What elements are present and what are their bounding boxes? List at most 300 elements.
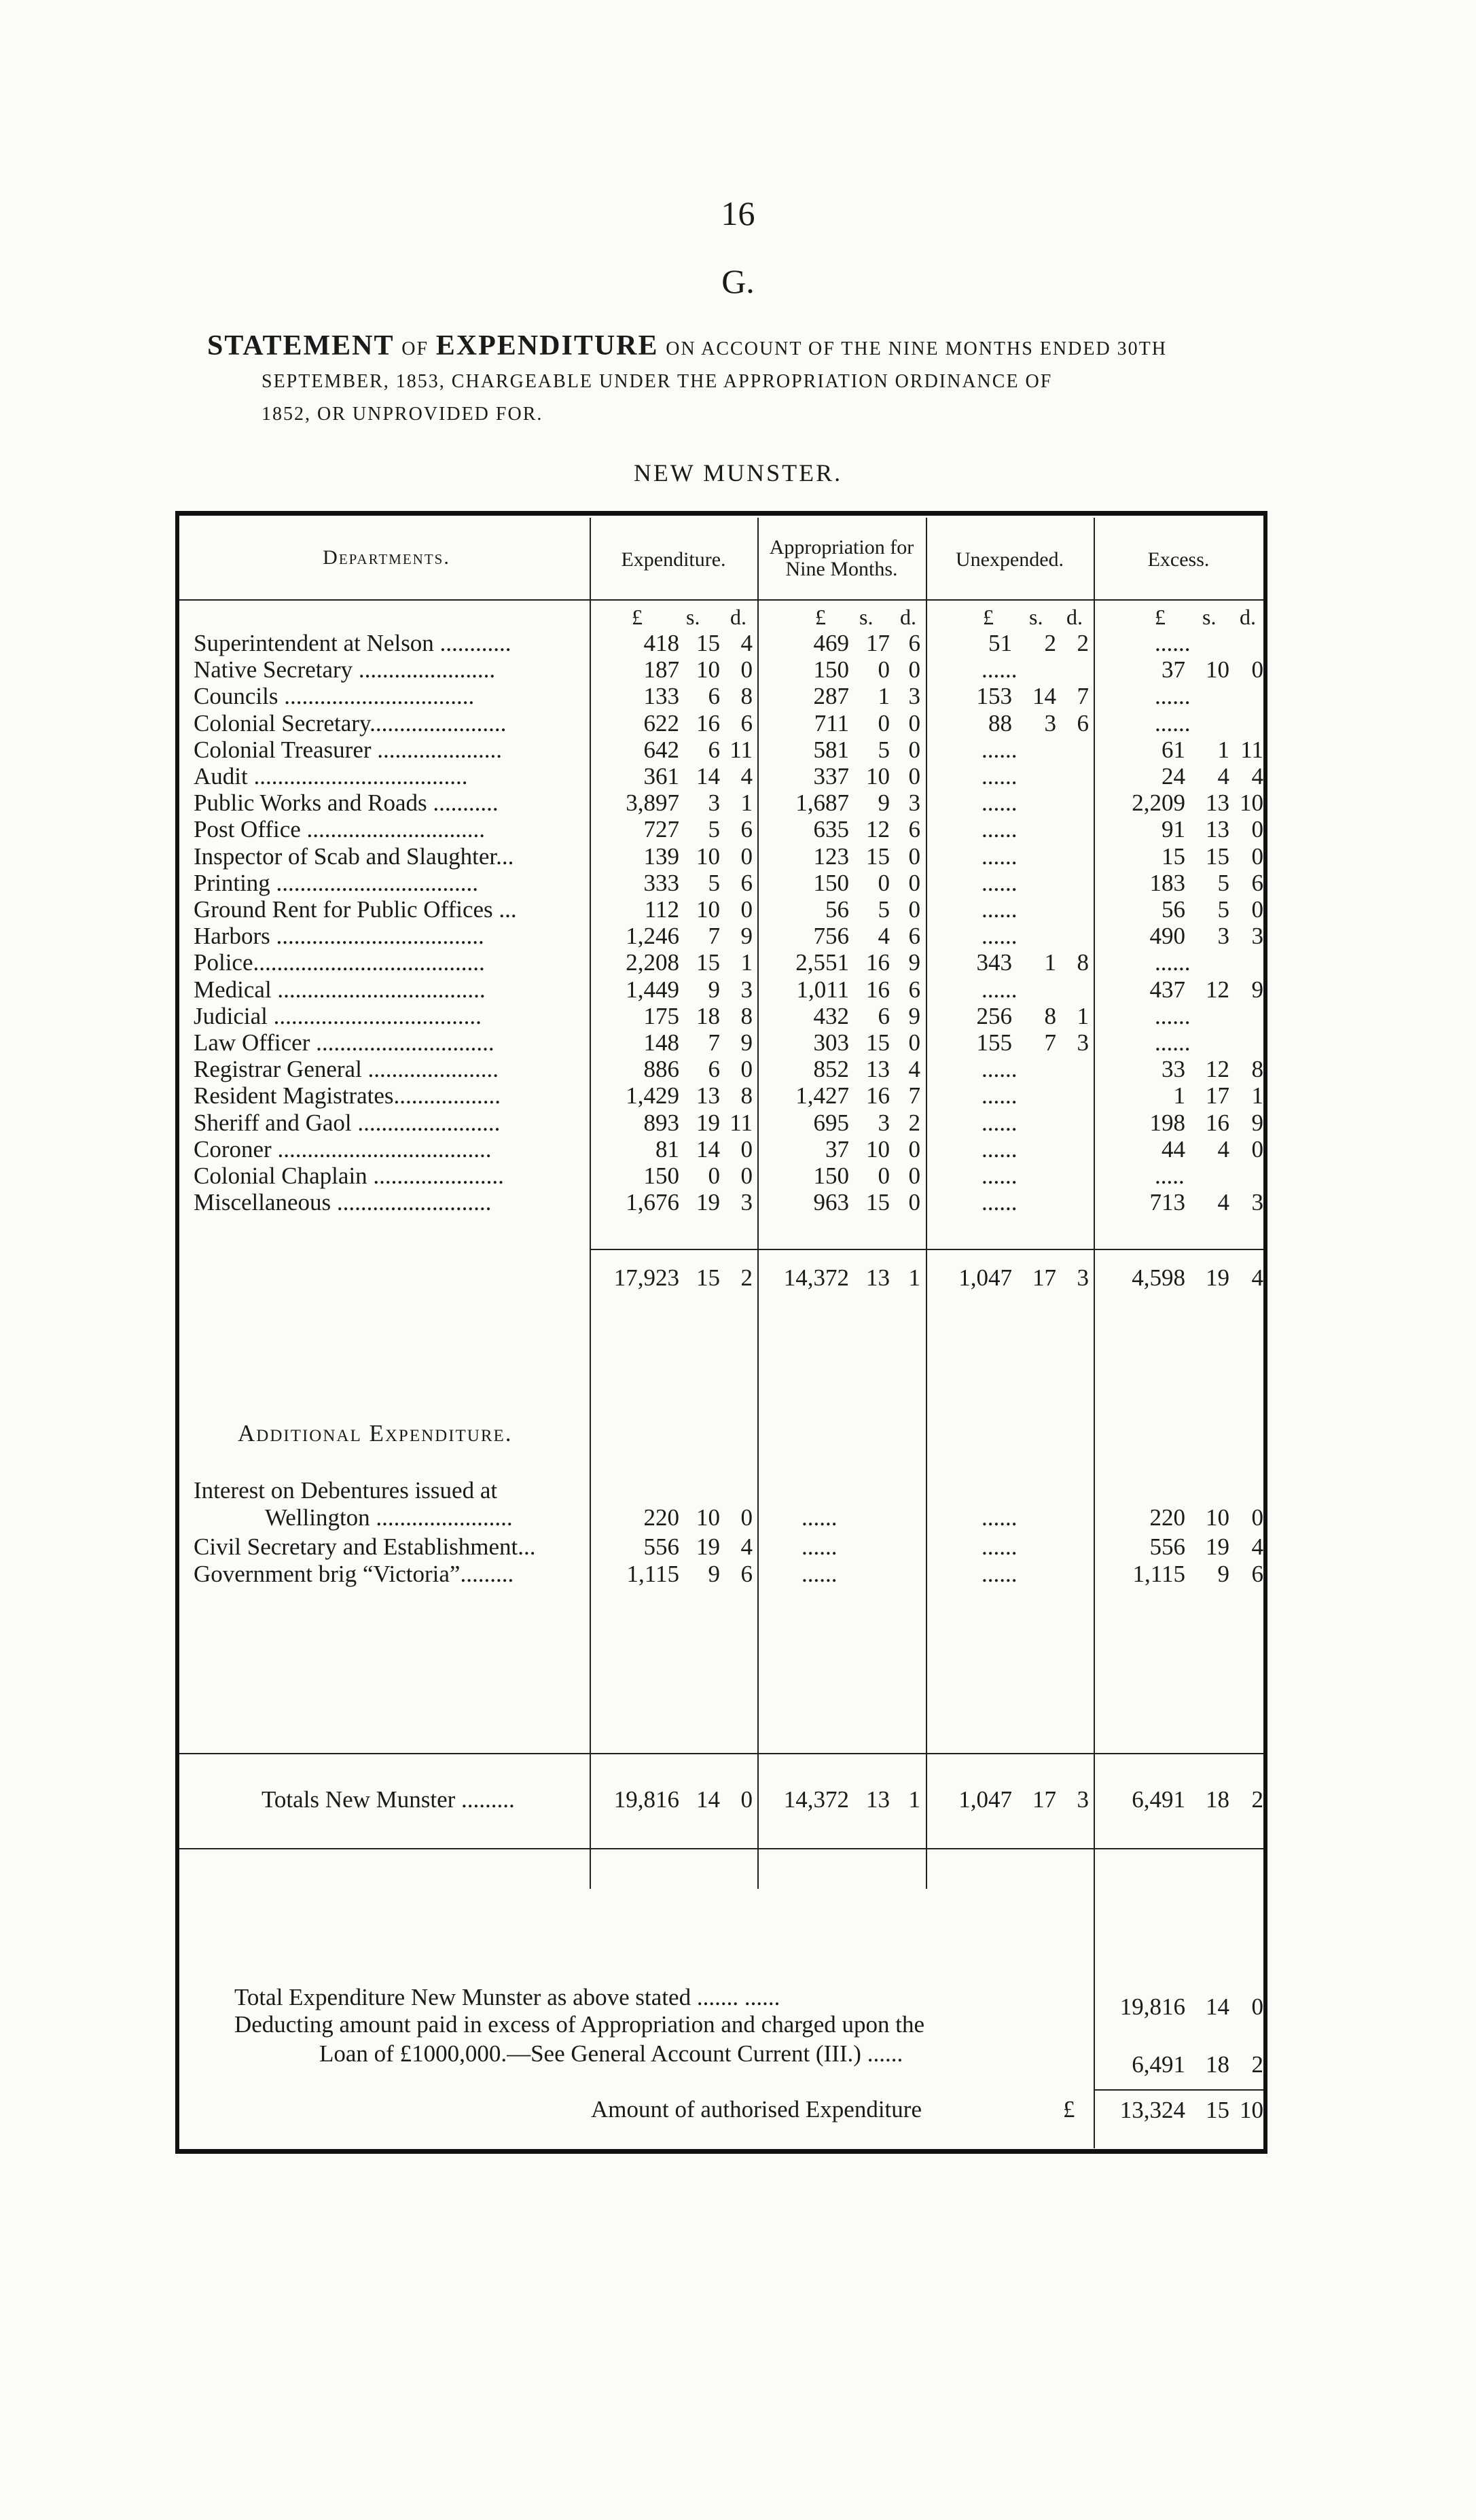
totals-row — [0, 1787, 1476, 1813]
totals-rule-bottom — [179, 1848, 1263, 1849]
exc-pounds: 6,491 — [1132, 1786, 1185, 1813]
unit-s: s. — [1202, 605, 1217, 629]
department-name: Coroner .................................... — [194, 1136, 492, 1163]
table-row — [0, 1478, 1476, 1504]
exp-shillings: 7 — [708, 1029, 720, 1056]
exc-shillings: 1 — [1217, 736, 1229, 763]
exp-pounds: 333 — [643, 869, 679, 896]
exp-shillings: 10 — [696, 656, 720, 684]
exc-pounds: 33 — [1162, 1056, 1185, 1083]
app-shillings: 10 — [866, 763, 890, 789]
exp-shillings: 13 — [696, 1082, 720, 1110]
table-row — [0, 790, 1476, 816]
unit-d: d. — [730, 605, 746, 629]
exp-shillings: 6 — [708, 1056, 720, 1083]
exp-pence: 0 — [740, 1163, 753, 1189]
app-pounds: 1,011 — [796, 976, 849, 1003]
exp-pence: 6 — [740, 869, 753, 896]
summary-line4: Amount of authorised Expenditure — [591, 2096, 922, 2123]
une-pounds: 155 — [976, 1029, 1012, 1056]
app-shillings: 4 — [878, 923, 890, 950]
exc-pounds: 15 — [1162, 842, 1185, 870]
une-blank: ...... — [982, 789, 1018, 817]
exc-blank: ...... — [1155, 709, 1191, 737]
exc-blank: ...... — [1155, 1029, 1191, 1056]
department-name: Wellington ....................... — [265, 1505, 513, 1531]
table-row — [0, 1505, 1476, 1531]
exc-shillings: 12 — [1206, 1056, 1229, 1083]
une-blank: ...... — [982, 763, 1018, 789]
department-name: Audit .................................... — [194, 764, 468, 789]
une-pence: 3 — [1077, 1786, 1089, 1813]
exp-pence: 6 — [740, 1561, 753, 1587]
department-name: Police....................................... — [194, 950, 485, 976]
exp-pounds: 112 — [644, 896, 679, 923]
table-row — [0, 950, 1476, 976]
exc-blank: ...... — [1155, 630, 1191, 656]
table-row — [0, 1004, 1476, 1029]
une-pence: 3 — [1077, 1264, 1089, 1291]
exc-pence: 0 — [1251, 1993, 1263, 2020]
exc-pence: 8 — [1251, 1056, 1263, 1083]
exp-shillings: 3 — [708, 789, 720, 817]
app-pounds: 37 — [825, 1135, 849, 1163]
exc-pence: 4 — [1251, 1533, 1263, 1560]
table-row — [0, 737, 1476, 763]
exp-shillings: 14 — [696, 1135, 720, 1163]
heading-line1: ON ACCOUNT OF THE NINE MONTHS ENDED 30TH — [666, 338, 1168, 359]
department-name: Government brig “Victoria”......... — [194, 1561, 514, 1587]
table-row — [0, 870, 1476, 896]
app-pounds: 756 — [813, 923, 849, 950]
app-shillings: 9 — [878, 789, 890, 817]
exc-shillings: 5 — [1217, 896, 1229, 923]
exp-pence: 4 — [740, 630, 753, 656]
additional-title: Additional Expenditure. — [238, 1420, 513, 1447]
summary-rule — [1094, 2089, 1263, 2091]
app-shillings: 17 — [866, 630, 890, 656]
summary-value-row — [0, 2097, 1476, 2123]
exc-shillings: 13 — [1206, 789, 1229, 817]
app-shillings: 12 — [866, 816, 890, 843]
une-shillings: 3 — [1044, 709, 1056, 737]
app-pounds: 711 — [814, 709, 849, 737]
page-number: 16 — [721, 194, 755, 232]
exp-pence: 8 — [740, 1082, 753, 1110]
une-shillings: 2 — [1044, 630, 1056, 656]
exc-shillings: 4 — [1217, 763, 1229, 789]
une-blank: ...... — [982, 1135, 1018, 1163]
exp-pence: 1 — [740, 789, 753, 817]
exp-pounds: 556 — [643, 1533, 679, 1560]
exp-shillings: 18 — [696, 1002, 720, 1029]
unit-l: £ — [815, 605, 826, 629]
exp-shillings: 10 — [696, 896, 720, 923]
exp-pounds: 1,429 — [626, 1082, 679, 1110]
exc-pence: 4 — [1251, 763, 1263, 789]
app-pounds: 150 — [813, 869, 849, 896]
department-name: Law Officer .............................. — [194, 1030, 494, 1056]
exc-blank: ..... — [1155, 1163, 1185, 1189]
une-pounds: 343 — [976, 949, 1012, 976]
header-rule — [179, 599, 1263, 601]
une-pounds: 1,047 — [958, 1264, 1012, 1291]
app-shillings: 16 — [866, 1082, 890, 1110]
department-name: Judicial ................................... — [194, 1003, 482, 1029]
app-pence: 0 — [908, 763, 920, 789]
exc-shillings: 10 — [1206, 1504, 1229, 1531]
table-row — [0, 897, 1476, 923]
une-shillings: 14 — [1032, 683, 1056, 710]
unit-s: s. — [686, 605, 700, 629]
exc-pounds: 437 — [1149, 976, 1185, 1003]
exp-pence: 3 — [740, 1189, 753, 1216]
exc-shillings: 19 — [1206, 1533, 1229, 1560]
app-pounds: 14,372 — [783, 1264, 849, 1291]
heading-line3: 1852, OR UNPROVIDED FOR. — [262, 404, 543, 425]
une-shillings: 7 — [1044, 1029, 1056, 1056]
exp-pence: 4 — [740, 763, 753, 789]
app-pence: 4 — [908, 1056, 920, 1083]
exc-shillings: 9 — [1217, 1561, 1229, 1587]
app-pence: 0 — [908, 1163, 920, 1189]
table-row — [0, 1057, 1476, 1082]
app-pence: 1 — [908, 1264, 920, 1291]
exp-shillings: 19 — [696, 1533, 720, 1560]
app-pence: 6 — [908, 630, 920, 656]
app-pounds: 2,551 — [795, 949, 849, 976]
table-row — [0, 923, 1476, 949]
exp-shillings: 15 — [696, 949, 720, 976]
app-pence: 0 — [908, 896, 920, 923]
exc-pence: 3 — [1251, 923, 1263, 950]
department-name: Medical ................................... — [194, 976, 486, 1003]
col-header-unexpended: Unexpended. — [955, 548, 1064, 571]
app-shillings: 6 — [878, 1002, 890, 1029]
unit-l: £ — [1155, 605, 1166, 629]
exc-pence: 6 — [1251, 869, 1263, 896]
exp-pence: 8 — [740, 1002, 753, 1029]
exp-shillings: 6 — [708, 736, 720, 763]
une-pounds: 256 — [976, 1002, 1012, 1029]
exp-shillings: 16 — [696, 709, 720, 737]
col-header-appropriation-1: Appropriation for — [769, 536, 914, 558]
une-shillings: 8 — [1044, 1002, 1056, 1029]
une-pence: 1 — [1077, 1002, 1089, 1029]
unit-l: £ — [632, 605, 643, 629]
exp-pence: 0 — [740, 656, 753, 684]
col-header-appropriation-2: Nine Months. — [785, 558, 898, 580]
une-pence: 2 — [1077, 630, 1089, 656]
exc-pence: 0 — [1251, 1504, 1263, 1531]
exc-pounds: 1 — [1173, 1082, 1185, 1110]
exc-pence: 0 — [1251, 896, 1263, 923]
app-shillings: 15 — [866, 842, 890, 870]
une-blank: ...... — [982, 1163, 1018, 1189]
app-pounds: 469 — [813, 630, 849, 656]
table-row — [0, 631, 1476, 656]
exp-shillings: 0 — [708, 1163, 720, 1189]
exp-shillings: 10 — [696, 1504, 720, 1531]
exp-pounds: 133 — [643, 683, 679, 710]
exp-pence: 0 — [740, 896, 753, 923]
table-row — [0, 684, 1476, 709]
exc-shillings: 18 — [1206, 2051, 1229, 2078]
app-blank: ...... — [802, 1504, 838, 1531]
exc-pounds: 13,324 — [1119, 2097, 1185, 2123]
une-pence: 6 — [1077, 709, 1089, 737]
app-shillings: 13 — [866, 1056, 890, 1083]
exc-shillings: 16 — [1206, 1109, 1229, 1136]
table-row — [0, 1083, 1476, 1109]
currency-units — [0, 605, 1476, 632]
subtotal-rule — [590, 1249, 1263, 1250]
table-row — [0, 1561, 1476, 1587]
summary-line3: Loan of £1000,000.—See General Account Current (III.) ...... — [319, 2040, 903, 2067]
app-pence: 9 — [908, 1002, 920, 1029]
une-shillings: 1 — [1044, 949, 1056, 976]
exp-pence: 6 — [740, 816, 753, 843]
department-name: Public Works and Roads ........... — [194, 790, 499, 817]
exp-pence: 1 — [740, 949, 753, 976]
app-pence: 0 — [908, 842, 920, 870]
department-name: Harbors ................................... — [194, 923, 484, 950]
exp-pounds: 139 — [643, 842, 679, 870]
department-name: Superintendent at Nelson ............ — [194, 631, 511, 656]
exc-pounds: 19,816 — [1119, 1993, 1185, 2020]
une-blank: ...... — [982, 976, 1018, 1003]
department-name: Inspector of Scab and Slaughter... — [194, 843, 514, 870]
une-pounds: 153 — [976, 683, 1012, 710]
une-blank: ...... — [982, 1109, 1018, 1136]
exp-shillings: 14 — [696, 1786, 720, 1813]
une-blank: ...... — [982, 656, 1018, 684]
exp-pence: 0 — [740, 1135, 753, 1163]
table-row — [0, 657, 1476, 683]
exp-pounds: 19,816 — [613, 1786, 679, 1813]
table-row — [0, 977, 1476, 1003]
exp-pence: 0 — [740, 842, 753, 870]
app-pence: 0 — [908, 869, 920, 896]
summary-line1: Total Expenditure New Munster as above stated ....... ...... — [234, 1984, 780, 2010]
exp-pounds: 642 — [643, 736, 679, 763]
exc-shillings: 14 — [1206, 1993, 1229, 2020]
app-shillings: 5 — [878, 896, 890, 923]
totals-rule-top — [179, 1753, 1263, 1754]
exp-pounds: 886 — [643, 1056, 679, 1083]
app-pence: 0 — [908, 736, 920, 763]
exc-pence: 10 — [1240, 2097, 1263, 2123]
exc-shillings: 12 — [1206, 976, 1229, 1003]
app-pence: 0 — [908, 1029, 920, 1056]
app-shillings: 3 — [878, 1109, 890, 1136]
exc-pence: 0 — [1251, 816, 1263, 843]
exc-pounds: 198 — [1149, 1109, 1185, 1136]
exc-pounds: 91 — [1162, 816, 1185, 843]
heading-line2: SEPTEMBER, 1853, CHARGEABLE UNDER THE APPROPRIATION ORDINANCE OF — [262, 371, 1053, 392]
une-pounds: 51 — [988, 630, 1012, 656]
summary-line2: Deducting amount paid in excess of Appropriation and charged upon the — [234, 2011, 925, 2038]
exc-pence: 6 — [1251, 1561, 1263, 1587]
heading-expenditure: EXPENDITURE — [435, 330, 659, 361]
exp-pence: 9 — [740, 923, 753, 950]
app-shillings: 10 — [866, 1135, 890, 1163]
app-pence: 6 — [908, 816, 920, 843]
exp-shillings: 19 — [696, 1109, 720, 1136]
exp-pounds: 2,208 — [626, 949, 679, 976]
summary-pound: £ — [1063, 2096, 1075, 2123]
app-pence: 0 — [908, 1189, 920, 1216]
exc-pence: 2 — [1251, 2051, 1263, 2078]
exc-shillings: 3 — [1217, 923, 1229, 950]
exp-shillings: 7 — [708, 923, 720, 950]
exc-pence: 1 — [1251, 1082, 1263, 1110]
app-pence: 6 — [908, 976, 920, 1003]
une-blank: ...... — [982, 1504, 1018, 1531]
exc-pence: 10 — [1240, 789, 1263, 817]
une-pounds: 88 — [988, 709, 1012, 737]
summary-value-row — [0, 1994, 1476, 2020]
exc-pounds: 24 — [1162, 763, 1185, 789]
exc-pounds: 6,491 — [1132, 2051, 1185, 2078]
exc-shillings: 15 — [1206, 842, 1229, 870]
une-blank: ...... — [982, 1189, 1018, 1216]
table-row — [0, 1030, 1476, 1056]
une-blank: ...... — [982, 1082, 1018, 1110]
unit-d: d. — [900, 605, 916, 629]
exp-pounds: 622 — [643, 709, 679, 737]
app-pounds: 963 — [813, 1189, 849, 1216]
exc-pounds: 2,209 — [1132, 789, 1185, 817]
app-pounds: 581 — [813, 736, 849, 763]
exc-shillings: 17 — [1206, 1082, 1229, 1110]
department-name: Resident Magistrates.................. — [194, 1083, 501, 1110]
app-pence: 0 — [908, 1135, 920, 1163]
exp-pounds: 148 — [643, 1029, 679, 1056]
app-pence: 0 — [908, 709, 920, 737]
exp-pounds: 727 — [643, 816, 679, 843]
exp-pence: 3 — [740, 976, 753, 1003]
department-name: Miscellaneous .......................... — [194, 1190, 492, 1216]
une-blank: ...... — [982, 869, 1018, 896]
exp-shillings: 14 — [696, 763, 720, 789]
app-pence: 1 — [908, 1786, 920, 1813]
app-pounds: 337 — [813, 763, 849, 789]
exc-shillings: 10 — [1206, 656, 1229, 684]
une-blank: ...... — [982, 842, 1018, 870]
app-pounds: 635 — [813, 816, 849, 843]
exp-shillings: 5 — [708, 869, 720, 896]
table-row — [0, 1137, 1476, 1163]
exc-shillings: 4 — [1217, 1189, 1229, 1216]
table-row — [0, 844, 1476, 870]
exp-pence: 6 — [740, 709, 753, 737]
unit-d: d. — [1066, 605, 1083, 629]
exc-pence: 2 — [1251, 1786, 1263, 1813]
app-pounds: 150 — [813, 1163, 849, 1189]
une-shillings: 17 — [1032, 1786, 1056, 1813]
app-pence: 3 — [908, 683, 920, 710]
exp-pounds: 1,246 — [626, 923, 679, 950]
app-pounds: 14,372 — [783, 1786, 849, 1813]
une-blank: ...... — [982, 1561, 1018, 1587]
department-name: Registrar General ...................... — [194, 1057, 499, 1083]
app-pounds: 1,427 — [795, 1082, 849, 1110]
col-header-appropriation — [757, 537, 926, 580]
exc-shillings: 5 — [1217, 869, 1229, 896]
exc-pounds: 220 — [1149, 1504, 1185, 1531]
app-pounds: 150 — [813, 656, 849, 684]
une-pounds: 1,047 — [958, 1786, 1012, 1813]
heading-statement: STATEMENT — [207, 330, 395, 361]
app-shillings: 13 — [866, 1786, 890, 1813]
app-pounds: 852 — [813, 1056, 849, 1083]
table-row — [0, 817, 1476, 842]
exc-pence: 11 — [1240, 736, 1263, 763]
table-row — [0, 1190, 1476, 1215]
col-header-excess: Excess. — [1147, 548, 1210, 571]
exp-pounds: 81 — [655, 1135, 679, 1163]
exc-blank: ...... — [1155, 949, 1191, 976]
exc-shillings: 19 — [1206, 1264, 1229, 1291]
exp-shillings: 9 — [708, 976, 720, 1003]
une-blank: ...... — [982, 923, 1018, 950]
table-row — [0, 764, 1476, 789]
region-title: NEW MUNSTER. — [633, 459, 843, 486]
exc-pence: 0 — [1251, 1135, 1263, 1163]
exc-pounds: 4,598 — [1132, 1264, 1185, 1291]
department-name: Colonial Secretary....................... — [194, 710, 507, 737]
app-shillings: 16 — [866, 949, 890, 976]
app-shillings: 16 — [866, 976, 890, 1003]
exp-pence: 4 — [740, 1533, 753, 1560]
exp-pounds: 1,676 — [626, 1189, 679, 1216]
app-pounds: 432 — [813, 1002, 849, 1029]
une-pence: 8 — [1077, 949, 1089, 976]
department-name: Ground Rent for Public Offices ... — [194, 897, 517, 923]
exp-pounds: 1,115 — [626, 1561, 679, 1587]
app-pounds: 695 — [813, 1109, 849, 1136]
exc-pounds: 56 — [1162, 896, 1185, 923]
subtotal-row — [0, 1265, 1476, 1291]
col-header-expenditure: Expenditure. — [621, 548, 726, 571]
app-shillings: 15 — [866, 1029, 890, 1056]
table-row — [0, 1110, 1476, 1136]
app-pence: 2 — [908, 1109, 920, 1136]
exc-shillings: 4 — [1217, 1135, 1229, 1163]
exc-pounds: 44 — [1162, 1135, 1185, 1163]
exc-pence: 9 — [1251, 1109, 1263, 1136]
exp-pounds: 1,449 — [626, 976, 679, 1003]
exp-shillings: 19 — [696, 1189, 720, 1216]
exc-pounds: 37 — [1162, 656, 1185, 684]
exp-pounds: 893 — [643, 1109, 679, 1136]
une-blank: ...... — [982, 1056, 1018, 1083]
exc-blank: ...... — [1155, 683, 1191, 710]
app-pounds: 303 — [813, 1029, 849, 1056]
app-pence: 6 — [908, 923, 920, 950]
table-row — [0, 1163, 1476, 1189]
app-shillings: 0 — [878, 869, 890, 896]
exp-pence: 11 — [730, 736, 753, 763]
app-shillings: 5 — [878, 736, 890, 763]
exp-pounds: 3,897 — [626, 789, 679, 817]
exc-pounds: 490 — [1149, 923, 1185, 950]
exc-pounds: 183 — [1149, 869, 1185, 896]
exp-shillings: 10 — [696, 842, 720, 870]
app-pence: 3 — [908, 789, 920, 817]
department-name: Colonial Treasurer ..................... — [194, 737, 503, 763]
